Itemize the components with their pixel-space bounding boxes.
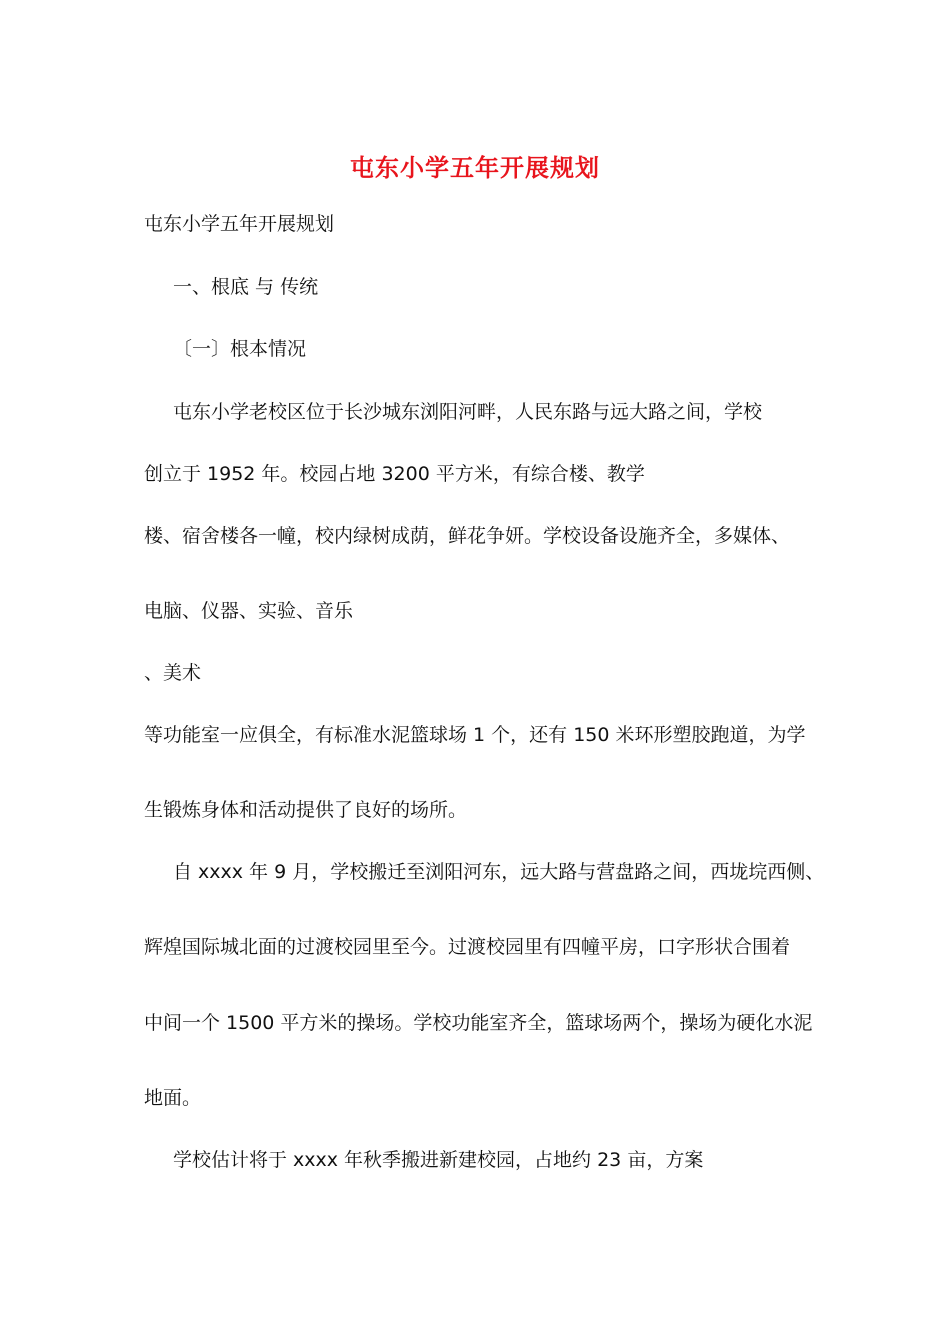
paragraph-line: 、美术 <box>144 662 202 684</box>
section-heading: 一、根底 与 传统 <box>173 276 319 298</box>
paragraph-line: 辉煌国际城北面的过渡校园里至今。过渡校园里有四幢平房，口字形状合围着 <box>144 936 791 958</box>
subtitle-line: 屯东小学五年开展规划 <box>144 213 335 235</box>
paragraph-line: 创立于 1952 年。校园占地 3200 平方米，有综合楼、教学 <box>144 463 645 485</box>
paragraph-line: 楼、宿舍楼各一幢，校内绿树成荫，鲜花争妍。学校设备设施齐全，多媒体、 <box>144 525 791 547</box>
paragraph-line: 自 xxxx 年 9 月，学校搬迁至浏阳河东，远大路与营盘路之间，西垅垸西侧、 <box>173 861 825 883</box>
document-title: 屯东小学五年开展规划 <box>350 153 600 182</box>
paragraph-line: 电脑、仪器、实验、音乐 <box>144 600 354 622</box>
paragraph-line: 中间一个 1500 平方米的操场。学校功能室齐全，篮球场两个，操场为硬化水泥 <box>144 1012 813 1034</box>
paragraph-line: 生锻炼身体和活动提供了良好的场所。 <box>144 799 468 821</box>
subsection-heading: 〔一〕根本情况 <box>173 338 307 360</box>
paragraph-line: 学校估计将于 xxxx 年秋季搬进新建校园，占地约 23 亩，方案 <box>173 1149 704 1171</box>
paragraph-line: 地面。 <box>144 1087 202 1109</box>
paragraph-line: 等功能室一应俱全，有标准水泥篮球场 1 个，还有 150 米环形塑胶跑道，为学 <box>144 724 806 746</box>
paragraph-line: 屯东小学老校区位于长沙城东浏阳河畔，人民东路与远大路之间，学校 <box>173 401 763 423</box>
